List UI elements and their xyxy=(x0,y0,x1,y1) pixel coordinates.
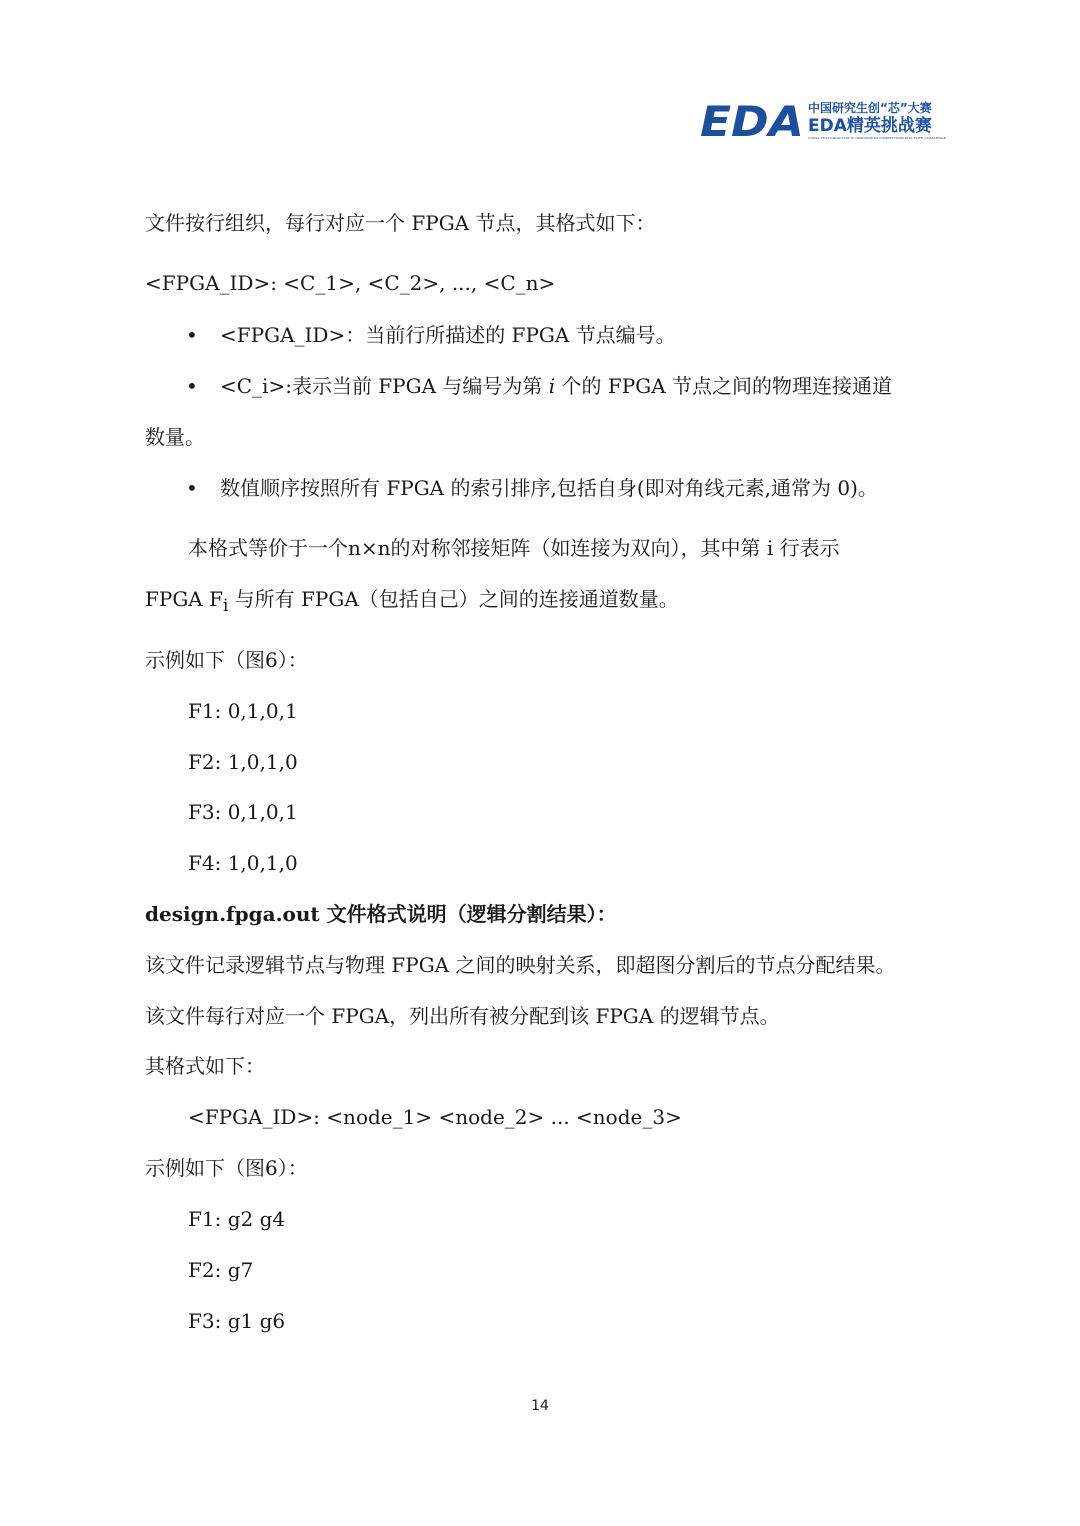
para-matrix-pre: FPGA F xyxy=(145,587,223,611)
para-matrix-cont xyxy=(145,584,679,621)
bullet-1-dot: • xyxy=(186,323,198,347)
logo-small: CHINA POSTGRADUATE IC INNOVATION COMPETITION EDA ELITE CHALLENGE xyxy=(808,136,947,140)
assign-row-2: F2: g7 xyxy=(188,1258,254,1282)
bullet-2 xyxy=(220,371,892,401)
assign-row-3: F3: g1 g6 xyxy=(188,1309,286,1333)
para-matrix-sub: i xyxy=(223,596,229,615)
matrix-row-1: F1: 0,1,0,1 xyxy=(188,699,298,723)
bullet-2-index: i xyxy=(548,374,556,398)
section-heading-rest: 文件格式说明（逻辑分割结果）： xyxy=(319,902,617,926)
logo-line2: EDA精英挑战赛 xyxy=(808,116,932,136)
para-matrix: 本格式等价于一个n×n的对称邻接矩阵（如连接为双向），其中第 i 行表示 xyxy=(188,536,840,560)
para-mapping: 该文件记录逻辑节点与物理 FPGA 之间的映射关系，即超图分割后的节点分配结果。 xyxy=(145,953,896,977)
section-heading-file: design.fpga.out xyxy=(145,902,320,926)
logo-line1: 中国研究生创“芯”大赛 xyxy=(808,101,932,115)
example-heading-2: 示例如下（图6）： xyxy=(145,1156,308,1180)
bullet-1: <FPGA_ID>：当前行所描述的 FPGA 节点编号。 xyxy=(220,323,676,347)
page-number: 14 xyxy=(531,1398,549,1414)
bullet-2-pre: <C_i>:表示当前 FPGA 与编号为第 xyxy=(220,374,549,398)
para-per-fpga: 该文件每行对应一个 FPGA，列出所有被分配到该 FPGA 的逻辑节点。 xyxy=(145,1004,780,1028)
bullet-2-post: 个的 FPGA 节点之间的物理连接通道 xyxy=(555,374,893,398)
matrix-row-4: F4: 1,0,1,0 xyxy=(188,851,298,875)
bullet-2-dot: • xyxy=(186,374,198,398)
format-line: <FPGA_ID>: <C_1>, <C_2>, ..., <C_n> xyxy=(145,271,556,295)
example-heading-1: 示例如下（图6）： xyxy=(145,648,308,672)
bullet-3-dot: • xyxy=(186,476,198,500)
assign-row-1: F1: g2 g4 xyxy=(188,1207,286,1231)
logo-mark: EDA xyxy=(700,98,804,142)
bullet-2-continuation: 数量。 xyxy=(145,425,205,449)
para-format-label: 其格式如下： xyxy=(145,1054,265,1078)
para-matrix-post: 与所有 FPGA（包括自己）之间的连接通道数量。 xyxy=(228,587,679,611)
section-heading-out xyxy=(145,899,617,929)
format-line-2: <FPGA_ID>: <node_1> <node_2> ... <node_3> xyxy=(188,1105,682,1129)
matrix-row-3: F3: 0,1,0,1 xyxy=(188,800,298,824)
para-file-format: 文件按行组织，每行对应一个 FPGA 节点，其格式如下： xyxy=(145,211,656,235)
matrix-row-2: F2: 1,0,1,0 xyxy=(188,750,298,774)
bullet-3: 数值顺序按照所有 FPGA 的索引排序,包括自身(即对角线元素,通常为 0)。 xyxy=(220,476,878,500)
eda-logo xyxy=(700,98,950,142)
